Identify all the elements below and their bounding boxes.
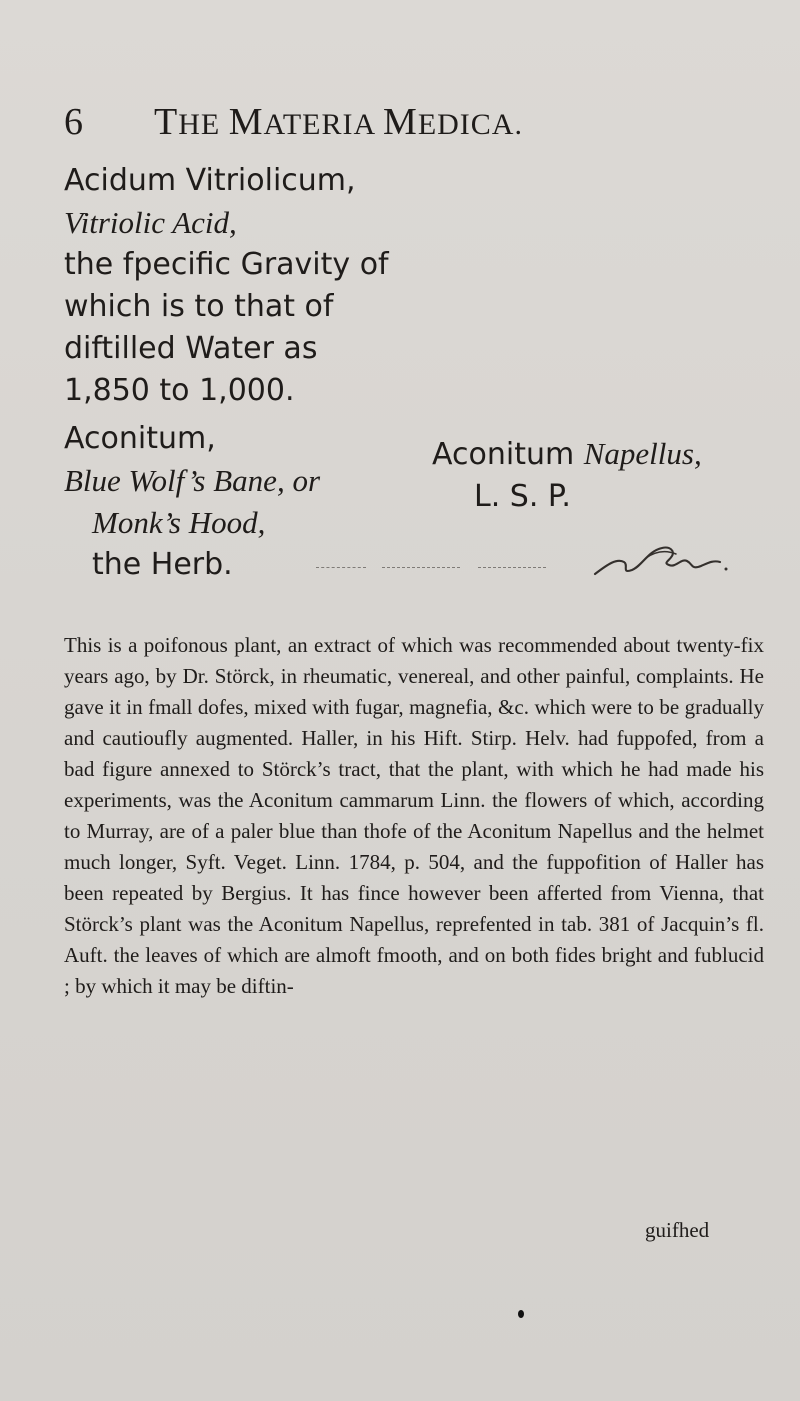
left-entry-line-1: Acidum Vitriolicum, — [64, 163, 356, 198]
left-entry-line-5: diftilled Water as — [64, 331, 318, 366]
dash-line-3 — [478, 567, 546, 569]
left-entry-line-4: which is to that of — [64, 289, 334, 324]
left-entry-line-2: Vitriolic Acid, — [64, 205, 237, 240]
right-entry — [432, 433, 752, 518]
body-paragraph: This is a poifonous plant, an extract of which was recommended about twenty-fix years ago, by Dr. Störck, in rheumatic, venereal, and other painful, complaints. He gave it in fmall dofes, mixed with fugar, magnefia, &c. which were to be gradually and cautioufly augmented. Haller, in his Hift. Stirp. Helv. had fuppofed, from a bad figure annexed to Störck’s tract, that the plant, with which he had made his experiments, was the Aconitum cammarum Linn. the flowers of which, according to Murray, are of a paler blue than thofe of the Aconitum Napellus and the helmet much longer, Syft. Veget. Linn. 1784, p. 504, and the fuppofition of Haller has been repeated by Bergius. It has fince however been afferted from Vienna, that Störck’s plant was the Aconitum Napellus, reprefented in tab. 381 of Jacquin’s fl. Auft. the leaves of which are almoft fmooth, and on both fides bright and fublucid ; by which it may be diftin- — [64, 633, 764, 998]
left-entry-line-6: 1,850 to 1,000. — [64, 373, 295, 408]
dash-line-1 — [316, 567, 366, 569]
running-head-initial-m1: M — [228, 101, 264, 143]
page-number: 6 — [64, 101, 84, 143]
right-entry-line-2: L. S. P. — [474, 479, 571, 514]
running-head-edica: EDICA. — [417, 108, 523, 141]
right-entry-aconitum: Aconitum — [432, 437, 584, 472]
page-mark — [518, 1310, 524, 1318]
left-entry-line-3: the fpecific Gravity of — [64, 247, 389, 282]
page-header — [64, 100, 764, 152]
catchword: guifhed — [645, 1218, 710, 1242]
running-head-initial-t: T — [154, 101, 179, 143]
handwritten-signature — [590, 540, 740, 585]
left-entry-line-9: Monk’s Hood, — [92, 505, 266, 540]
running-head — [154, 100, 523, 144]
left-entry-line-7: Aconitum, — [64, 421, 216, 456]
running-head-he: HE — [178, 108, 229, 141]
left-entry-line-10: the Herb. — [92, 547, 233, 582]
running-head-initial-m2: M — [383, 101, 418, 143]
right-entry-napellus: Napellus, — [583, 436, 702, 471]
dash-line-2 — [382, 567, 460, 569]
left-entry-line-8: Blue Wolf’s Bane, or — [64, 463, 321, 498]
left-entry — [64, 160, 464, 586]
running-head-ateria: ATERIA — [263, 108, 384, 141]
right-entry-line-1 — [432, 433, 752, 476]
signature-icon — [590, 540, 740, 585]
